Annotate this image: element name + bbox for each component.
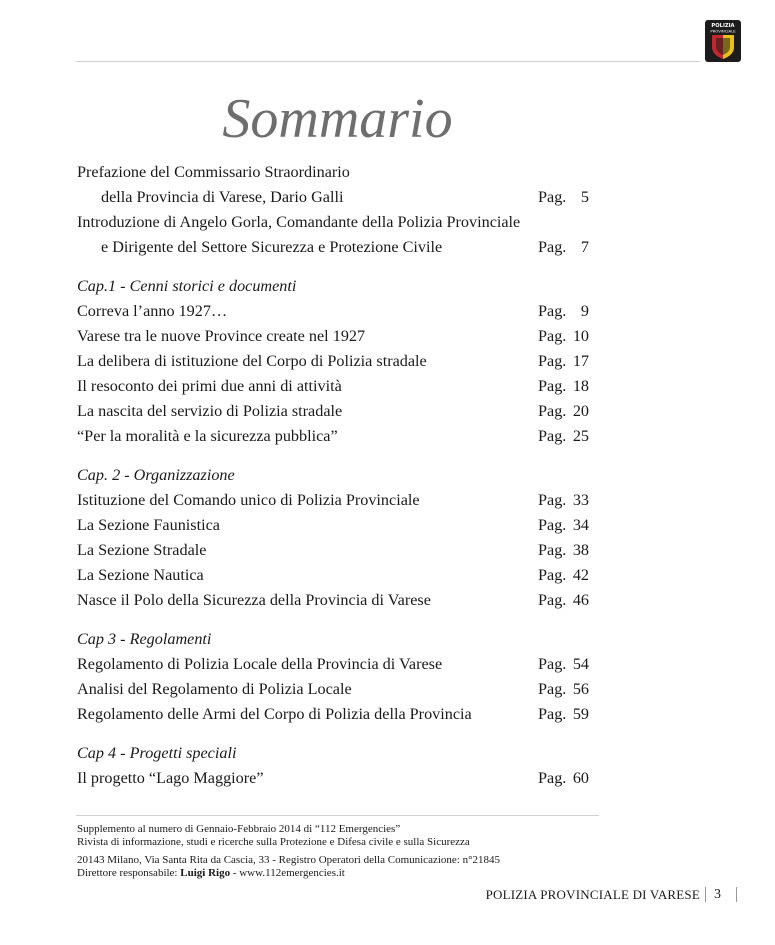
toc-page-label: Pag. — [538, 705, 567, 723]
toc-page-number: 38 — [572, 541, 589, 559]
toc-entry-title: Il progetto “Lago Maggiore” — [77, 769, 264, 787]
toc-page-label: Pag. — [538, 302, 567, 320]
svg-text:POLIZIA: POLIZIA — [711, 23, 735, 29]
toc-page-label: Pag. — [538, 188, 567, 206]
toc-entry-title: Prefazione del Commissario Straordinario — [77, 163, 350, 181]
toc-entry-title: Varese tra le nuove Province create nel 1927 — [77, 327, 366, 345]
svg-text:PROVINCIALE: PROVINCIALE — [710, 28, 736, 34]
toc-page-number: 7 — [580, 238, 589, 256]
toc-entry-title: La Sezione Stradale — [77, 541, 207, 559]
colophon-supplement: Supplemento al numero di Gennaio-Febbraio 2014 di “112 Emergencies” — [77, 823, 401, 835]
chapter-heading: Cap. 2 - Organizzazione — [77, 466, 235, 484]
toc-page-number: 10 — [572, 327, 589, 345]
running-head — [0, 885, 775, 905]
toc-entry-title: Regolamento di Polizia Locale della Provincia di Varese — [77, 655, 443, 673]
page-title: Sommario — [222, 88, 453, 150]
toc-page-label: Pag. — [538, 655, 567, 673]
publication-name: POLIZIA PROVINCIALE DI VARESE — [485, 887, 700, 902]
toc-entry-title: Correva l’anno 1927… — [77, 302, 228, 320]
toc-entry-title: La Sezione Faunistica — [77, 516, 220, 534]
toc-entry-title: Analisi del Regolamento di Polizia Locale — [77, 680, 352, 698]
toc-entry[interactable] — [77, 399, 589, 424]
toc-page-label: Pag. — [538, 769, 567, 787]
toc-page-number: 60 — [572, 769, 589, 787]
chapter-heading: Cap 4 - Progetti speciali — [77, 744, 237, 762]
toc-page-number: 56 — [572, 680, 589, 698]
colophon-director: Direttore responsabile: Luigi Rigo - www.112emergencies.it — [77, 866, 345, 879]
toc-entry[interactable] — [77, 374, 589, 399]
toc-page-label: Pag. — [538, 680, 567, 698]
toc-page-number: 33 — [572, 491, 589, 509]
toc-entry-title: “Per la moralità e la sicurezza pubblica” — [77, 427, 338, 445]
toc-page-label: Pag. — [538, 402, 567, 420]
toc-page-label: Pag. — [538, 516, 567, 534]
toc-entry[interactable] — [77, 702, 589, 727]
footer-rule — [76, 815, 599, 816]
toc-page-label: Pag. — [538, 566, 567, 584]
toc-entry[interactable] — [77, 766, 589, 791]
divider — [736, 887, 737, 902]
toc-page-label: Pag. — [538, 491, 567, 509]
toc-entry[interactable] — [77, 299, 589, 324]
toc-entry-title: Regolamento delle Armi del Corpo di Polizia della Provincia — [77, 705, 472, 723]
toc-page-label: Pag. — [538, 427, 567, 445]
toc-page-number: 25 — [572, 427, 589, 445]
toc-entry[interactable] — [77, 652, 589, 677]
toc-page-number: 59 — [572, 705, 589, 723]
table-of-contents — [77, 160, 589, 791]
toc-entry-title: La delibera di istituzione del Corpo di Polizia stradale — [77, 352, 427, 370]
colophon-address: 20143 Milano, Via Santa Rita da Cascia, 33 - Registro Operatori della Comunicazione: n°21845 — [77, 854, 500, 866]
toc-entry[interactable] — [77, 185, 589, 210]
toc-page-number: 42 — [572, 566, 589, 584]
toc-entry[interactable] — [77, 538, 589, 563]
toc-page-number: 34 — [572, 516, 589, 534]
toc-page-label: Pag. — [538, 541, 567, 559]
chapter-heading: Cap.1 - Cenni storici e documenti — [77, 277, 297, 295]
toc-page-number: 5 — [580, 188, 589, 206]
toc-page-number: 17 — [572, 352, 589, 370]
chapter-heading: Cap 3 - Regolamenti — [77, 630, 212, 648]
page-number: 3 — [714, 887, 721, 902]
toc-entry[interactable] — [77, 210, 589, 235]
toc-entry-title: della Provincia di Varese, Dario Galli — [101, 188, 344, 206]
toc-entry-title: Introduzione di Angelo Gorla, Comandante della Polizia Provinciale — [77, 213, 521, 231]
toc-entry[interactable] — [77, 324, 589, 349]
toc-page-number: 9 — [580, 302, 589, 320]
toc-page-label: Pag. — [538, 352, 567, 370]
toc-entry[interactable] — [77, 235, 589, 260]
toc-entry-title: Nasce il Polo della Sicurezza della Provincia di Varese — [77, 591, 431, 609]
toc-entry[interactable] — [77, 588, 589, 613]
colophon — [77, 823, 637, 879]
toc-entry[interactable] — [77, 424, 589, 449]
toc-entry[interactable] — [77, 349, 589, 374]
toc-entry[interactable] — [77, 160, 589, 185]
toc-entry[interactable] — [77, 563, 589, 588]
header-rule — [76, 61, 700, 62]
toc-entry-title: Istituzione del Comando unico di Polizia Provinciale — [77, 491, 420, 509]
toc-entry-title: La Sezione Nautica — [77, 566, 204, 584]
toc-entry-title: La nascita del servizio di Polizia stradale — [77, 402, 343, 420]
divider — [705, 887, 706, 902]
toc-page-number: 20 — [572, 402, 589, 420]
police-shield-icon — [705, 20, 741, 62]
toc-page-number: 46 — [572, 591, 589, 609]
toc-entry[interactable] — [77, 488, 589, 513]
toc-page-label: Pag. — [538, 591, 567, 609]
toc-page-label: Pag. — [538, 377, 567, 395]
toc-entry[interactable] — [77, 677, 589, 702]
colophon-description: Rivista di informazione, studi e ricerche sulla Protezione e Difesa civile e sulla Sicurezza — [77, 835, 470, 848]
toc-entry-title: e Dirigente del Settore Sicurezza e Protezione Civile — [101, 238, 443, 256]
toc-entry-title: Il resoconto dei primi due anni di attività — [77, 377, 342, 395]
director-name: Luigi Rigo — [180, 866, 231, 879]
toc-page-number: 54 — [572, 655, 589, 673]
toc-entry[interactable] — [77, 513, 589, 538]
toc-page-label: Pag. — [538, 238, 567, 256]
toc-page-label: Pag. — [538, 327, 567, 345]
toc-page-number: 18 — [572, 377, 589, 395]
